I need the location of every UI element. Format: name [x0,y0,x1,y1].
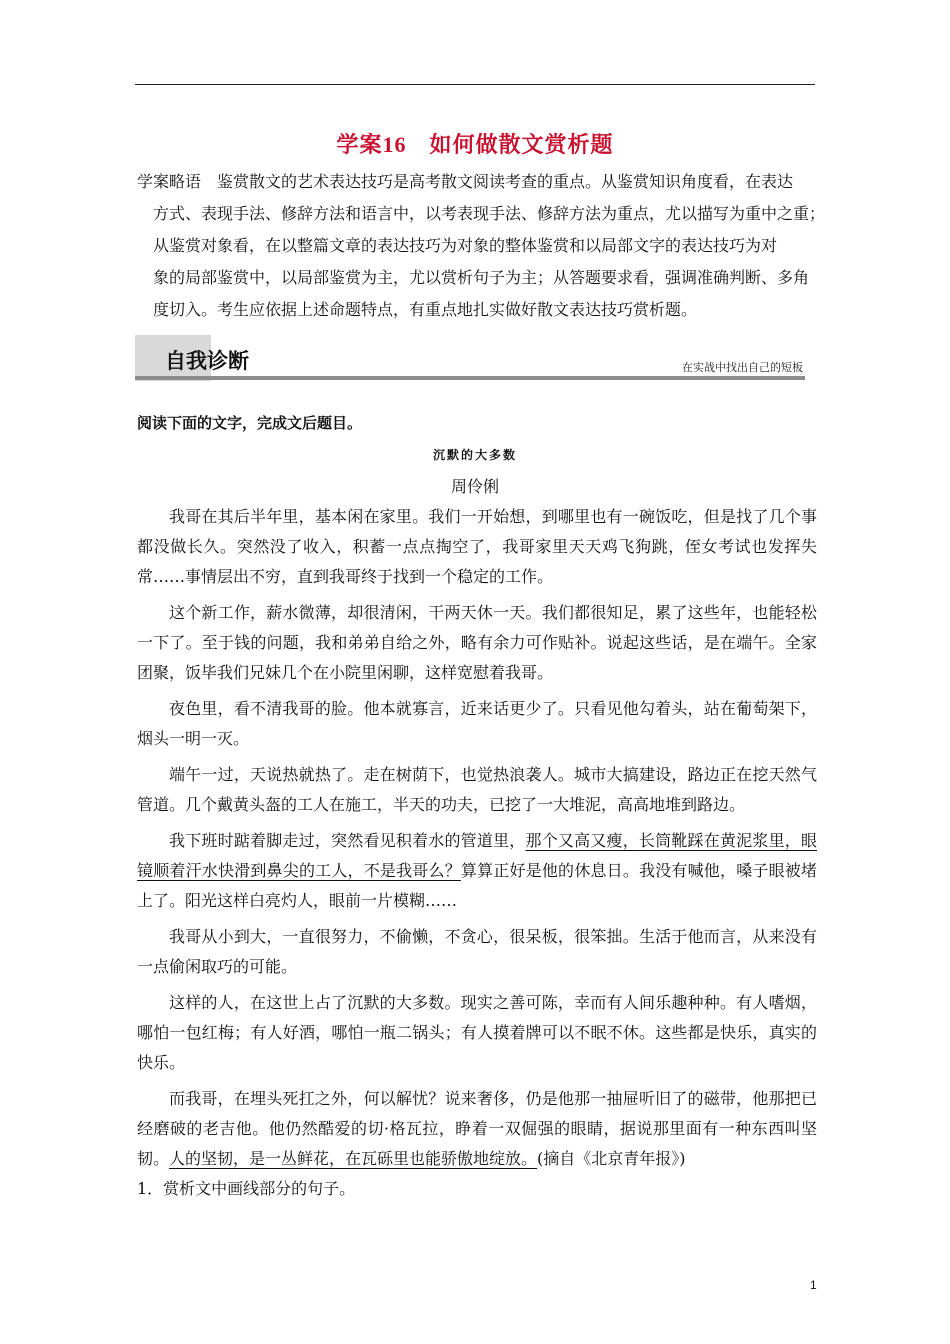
paragraph: 这样的人，在这世上占了沉默的大多数。现实之善可陈，幸而有人间乐趣种种。有人嗜烟，哪怕一包红梅；有人好酒，哪怕一瓶二锅头；有人摸着牌可以不眠不休。这些都是快乐，真实的快乐。 [137,993,817,1072]
intro-line: 从鉴赏对象看，在以整篇文章的表达技巧为对象的整体鉴赏和以局部文字的表达技巧为对 [153,236,778,255]
paragraph-text: 算算正好是他的休息日。我没有喊他，嗓子眼被堵上了。阳光这样白亮灼人，眼前一片模糊…… [137,861,817,910]
section-header [135,335,805,381]
underlined-sentence: 人的坚韧，是一丛鲜花，在瓦砾里也能骄傲地绽放。 [169,1149,538,1168]
title-prefix: 学案 [336,133,383,158]
paragraph-text: 而我哥，在埋头死扛之外，何以解忧？说来奢侈，仍是他那一抽屉听旧了的磁带，他那把已经磨破的老吉他。他仍然酷爱的切·格瓦拉，睁着一双倔强的眼睛，据说那里面有一种东西叫坚韧。 [137,1089,817,1168]
section-subtitle: 在实战中找出自己的短板 [682,361,803,374]
intro-line: 度切入。考生应依据上述命题特点，有重点地扎实做好散文表达技巧赏析题。 [153,300,698,319]
page-number: 1 [810,1278,817,1292]
intro-line: 象的局部鉴赏中，以局部鉴赏为主，尤以赏析句子为主；从答题要求看，强调准确判断、多角 [153,268,810,287]
paragraph: 我哥从小到大，一直很努力，不偷懒，不贪心，很呆板，很笨拙。生活于他而言，从来没有一点偷闲取巧的可能。 [137,927,817,976]
title-main: 如何做散文赏析题 [429,133,614,158]
paragraph [137,1084,817,1174]
intro-line: 方式、表现手法、修辞方法和语言中，以考表现手法、修辞方法为重点，尤以描写为重中之重； [153,204,826,223]
intro-line: 学案略语 鉴赏散文的艺术表达技巧是高考散文阅读考查的重点。从鉴赏知识角度看，在表达 [137,172,794,191]
article-title: 沉默的大多数 [432,448,517,462]
section-label: 自我诊断 [165,349,249,373]
section-bar [135,376,805,380]
paragraph [137,826,817,916]
paragraph: 端午一过，天说热就热了。走在树荫下，也觉热浪袭人。城市大搞建设，路边正在挖天然气管道。几个戴黄头盔的工人在施工，半天的功夫，已挖了一大堆泥，高高地堆到路边。 [137,765,817,814]
article-author: 周伶俐 [450,477,499,496]
intro-block [137,166,826,326]
source-note: (摘自《北京青年报》) [537,1149,686,1168]
paragraph: 这个新工作，薪水微薄，却很清闲，干两天休一天。我们都很知足，累了这些年，也能轻松一下了。至于钱的问题，我和弟弟自给之外，略有余力可作贴补。说起这些话，是在端午。全家团聚，饭毕我们兄妹几个在小院里闲聊，这样宽慰着我哥。 [137,603,817,682]
question-1: 1．赏析文中画线部分的句子。 [137,1179,356,1198]
paragraph: 我哥在其后半年里，基本闲在家里。我们一开始想，到哪里也有一碗饭吃，但是找了几个事都没做长久。突然没了收入，积蓄一点点掏空了，我哥家里天天鸡飞狗跳，侄女考试也发挥失常……事情层出不穷，直到我哥终于找到一个稳定的工作。 [137,507,817,586]
paragraph: 夜色里，看不清我哥的脸。他本就寡言，近来话更少了。只看见他勾着头，站在葡萄架下，烟头一明一灭。 [137,699,817,748]
paragraph-text: 我下班时踮着脚走过，突然看见积着水的管道里， [169,831,526,850]
title-number: 16 [382,132,407,157]
instruction: 阅读下面的文字，完成文后题目。 [137,414,363,432]
underlined-sentence: 那个又高又瘦，长筒靴踩在黄泥浆里，眼镜顺着汗水快滑到鼻尖的工人，不是我哥么？ [137,831,817,880]
article-body [137,502,817,1180]
top-rule [135,84,815,85]
page-title [0,128,950,159]
